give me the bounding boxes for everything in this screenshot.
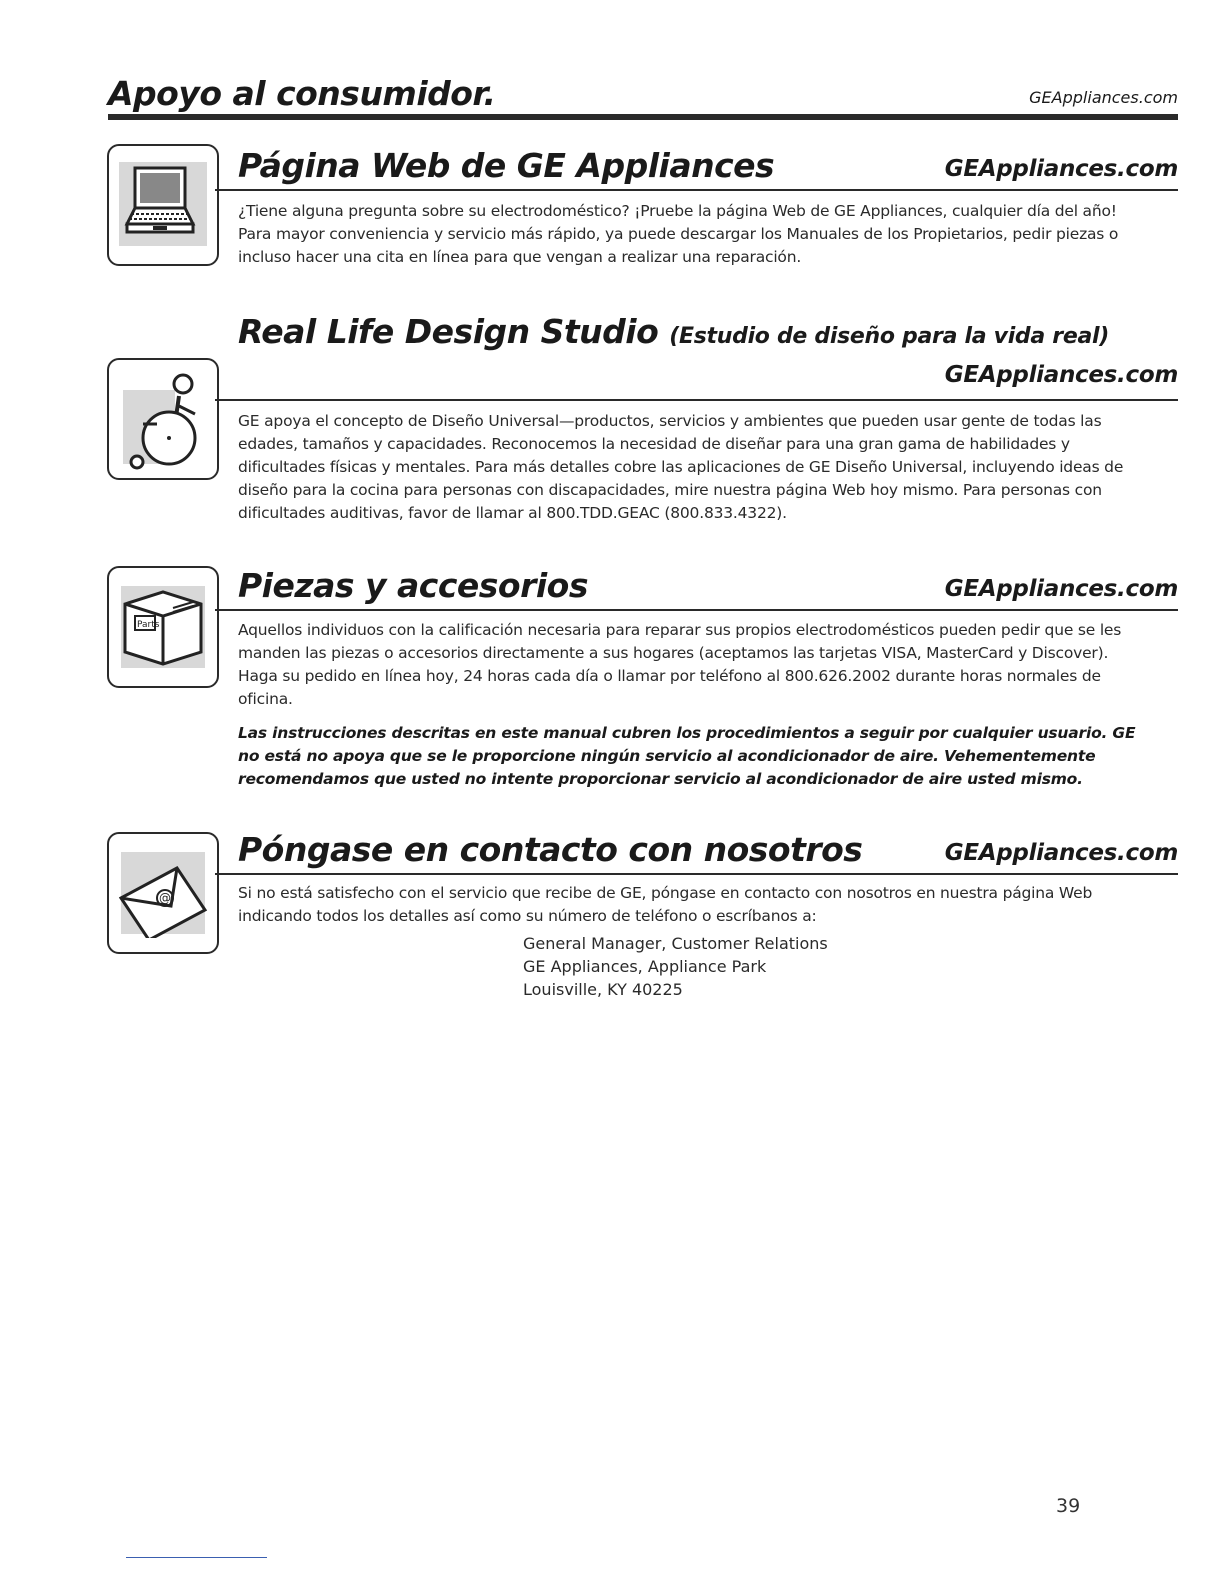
footer-line	[126, 1557, 267, 1558]
section-body-web: ¿Tiene alguna pregunta sobre su electrodoméstico? ¡Pruebe la página Web de GE Appliances, cualquier día del año! Para mayor conveniencia y servicio más rápido, ya puede descargar los Manuales de los Propietarios, pedir piezas o incluso hacer una cita en línea para que vengan a realizar una reparación.	[238, 202, 1119, 266]
design-studio-title: Real Life Design Studio	[238, 312, 659, 351]
address-line: GE Appliances, Appliance Park	[523, 957, 767, 976]
page-title: Apoyo al consumidor.	[108, 74, 496, 113]
section-body-design-studio: GE apoya el concepto de Diseño Universal—productos, servicios y ambientes que pueden usar gente de todas las edades, tamaños y capacidades. Reconocemos la necesidad de diseñar para una gran gama de habilidades y dificultades físicas y mentales. Para más detalles cobre las aplicaciones de GE Diseño Universal, incluyendo ideas de diseño para la cocina para personas con discapacidades, mire nuestra página Web hoy mismo. Para personas con dificultades auditivas, favor de llamar al 800.TDD.GEAC (800.833.4322).	[238, 412, 1124, 522]
section-url-contact[interactable]: GEAppliances.com	[944, 840, 1178, 866]
section-rule	[215, 399, 1178, 401]
header-rule	[108, 114, 1178, 120]
section-rule	[215, 609, 1178, 611]
address-line: Louisville, KY 40225	[523, 980, 683, 999]
section-rule	[215, 873, 1178, 875]
envelope-icon-box	[107, 832, 219, 954]
section-url-web[interactable]: GEAppliances.com	[944, 156, 1178, 182]
address-line: General Manager, Customer Relations	[523, 934, 828, 953]
laptop-icon-box	[107, 144, 219, 266]
mailing-address	[523, 932, 1023, 1001]
section-rule	[215, 189, 1178, 191]
section-title-parts: Piezas y accesorios	[238, 566, 588, 605]
wheelchair-icon-box	[107, 358, 219, 480]
envelope-icon	[117, 846, 209, 938]
parts-box-icon-box	[107, 566, 219, 688]
svg-text:@: @	[159, 891, 171, 905]
page-number: 39	[1056, 1495, 1081, 1517]
parts-box-icon	[117, 580, 209, 672]
section-title-contact: Póngase en contacto con nosotros	[238, 830, 863, 869]
section-url-design-studio[interactable]: GEAppliances.com	[944, 362, 1178, 388]
service-notice: Las instrucciones descritas en este manual cubren los procedimientos a seguir por cualquier usuario. GE no está no apoya que se le proporcione ningún servicio al acondicionador de aire. Vehementemente recomendamos que usted no intente proporcionar servicio al acondicionador de aire usted mismo.	[238, 724, 1136, 788]
section-title-design-studio	[238, 312, 1109, 351]
wheelchair-icon	[117, 372, 209, 472]
design-studio-subtitle: (Estudio de diseño para la vida real)	[669, 324, 1109, 349]
section-url-parts[interactable]: GEAppliances.com	[944, 576, 1178, 602]
section-body-parts: Aquellos individuos con la calificación necesaria para reparar sus propios electrodomésticos pueden pedir que se les manden las piezas o accesorios directamente a sus hogares (aceptamos las tarjetas VISA, MasterCard y Discover). Haga su pedido en línea hoy, 24 horas cada día o llamar por teléfono al 800.626.2002 durante horas normales de oficina.	[238, 621, 1122, 708]
section-body-contact: Si no está satisfecho con el servicio que recibe de GE, póngase en contacto con nosotros en nuestra página Web indicando todos los detalles así como su número de teléfono o escríbanos a:	[238, 884, 1093, 925]
header-url[interactable]: GEAppliances.com	[1029, 88, 1178, 107]
section-title-web: Página Web de GE Appliances	[238, 146, 775, 185]
svg-text:Parts: Parts	[137, 620, 160, 630]
laptop-icon	[117, 158, 209, 250]
